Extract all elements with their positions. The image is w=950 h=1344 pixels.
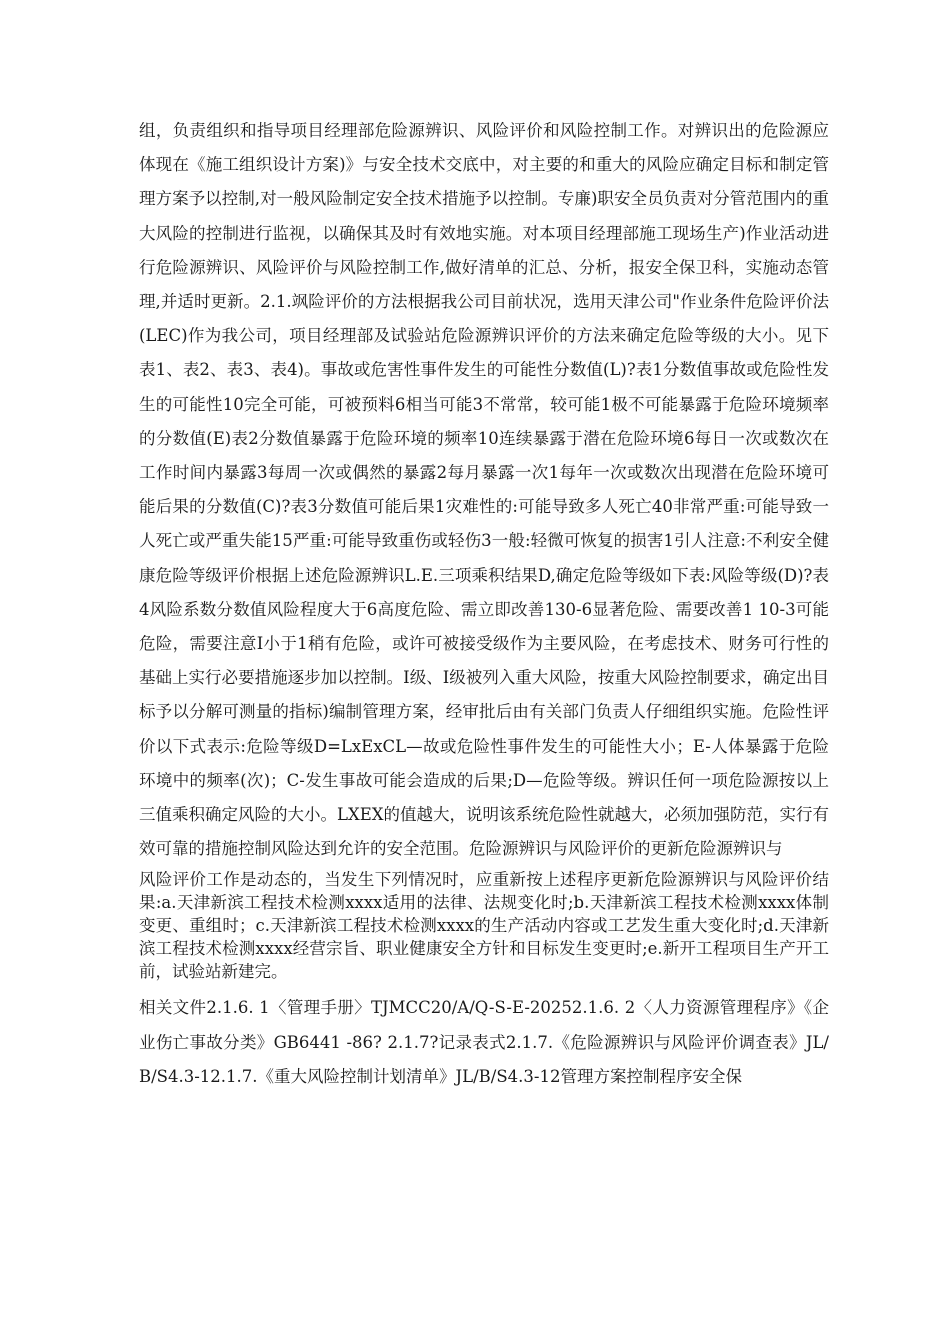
document-page (139, 114, 829, 1095)
body-paragraph-1: 组，负责组织和指导项目经理部危险源辨识、风险评价和风险控制工作。对辨识出的危险源应体现在《施工组织设计方案)》与安全技术交底中，对主要的和重大的风险应确定目标和制定管理方案予以控制,对一般风险制定安全技术措施予以控制。专廉)职安全员负责对分管范围内的重大风险的控制进行监视，以确保其及时有效地实施。对本项目经理部施工现场生产)作业活动进行危险源辨识、风险评价与风险控制工作,做好清单的汇总、分析，报安全保卫科，实施动态管理,并适时更新。2.1.飒险评价的方法根据我公司目前状况，选用天津公司"作业条件危险评价法(LEC)作为我公司，项目经理部及试验站危险源辨识评价的方法来确定危险等级的大小。见下表1、表2、表3、表4)。事故或危害性事件发生的可能性分数值(L)?表1分数值事故或危险性发生的可能性10完全可能，可被预料6相当可能3不常常，较可能1极不可能暴露于危险环境频率的分数值(E)表2分数值暴露于危险环境的频率10连续暴露于潜在危险环境6每日一次或数次在工作时间内暴露3每周一次或偶然的暴露2每月暴露一次1每年一次或数次出现潜在危险环境可能后果的分数值(C)?表3分数值可能后果1灾难性的:可能导致多人死亡40非常严重:可能导致一人死亡或严重失能15严重:可能导致重伤或轻伤3一般:轻微可恢复的损害1引人注意:不利安全健康危险等级评价根据上述危险源辨识L.E.三项乘积结果D,确定危险等级如下表:风险等级(D)?表4风险系数分数值风险程度大于6高度危险、需立即改善130-6显著危险、需要改善1 10-3可能危险，需要注意I小于1稍有危险，或许可被接受级作为主要风险，在考虑技术、财务可行性的基础上实行必要措施逐步加以控制。I级、I级被列入重大风险，按重大风险控制要求，确定出目标予以分解可测量的指标)编制管理方案，经审批后由有关部门负责人仔细组织实施。危险性评价以下式表示:危险等级D=LxExCL—故或危险性事件发生的可能性大小；E-人体暴露于危险环境中的频率(次)；C-发生事故可能会造成的后果;D—危险等级。辨识任何一项危险源按以上三值乘积确定风险的大小。LXEX的值越大，说明该系统危险性就越大，必须加强防范，实行有效可靠的措施控制风险达到允许的安全范围。危险源辨识与风险评价的更新危险源辨识与 (139, 121, 829, 859)
body-paragraph-3: 相关文件2.1.6. 1〈管理手册〉TJMCC20/A/Q-S-E-20252.1.6. 2〈人力资源管理程序》《企业伤亡事故分类》GB6441 -86? 2.1.7?记录表式2.1.7.《危险源辨识与风险评价调查表》JL/B/S4.3-12.1.7.《重大风险控制计划清单》JL/B/S4.3-12管理方案控制程序安全保 (139, 998, 829, 1087)
body-paragraph-2: 风险评价工作是动态的，当发生下列情况时，应重新按上述程序更新危险源辨识与风险评价结果:a.天津新滨工程技术检测xxxx适用的法律、法规变化时;b.天津新滨工程技术检测xxxx体制变更、重组时；c.天津新滨工程技术检测xxxx的生产活动内容或工艺发生重大变化时;d.天津新滨工程技术检测xxxx经营宗旨、职业健康安全方针和目标发生变更时;e.新开工程项目生产开工前，试验站新建完。 (139, 870, 829, 982)
